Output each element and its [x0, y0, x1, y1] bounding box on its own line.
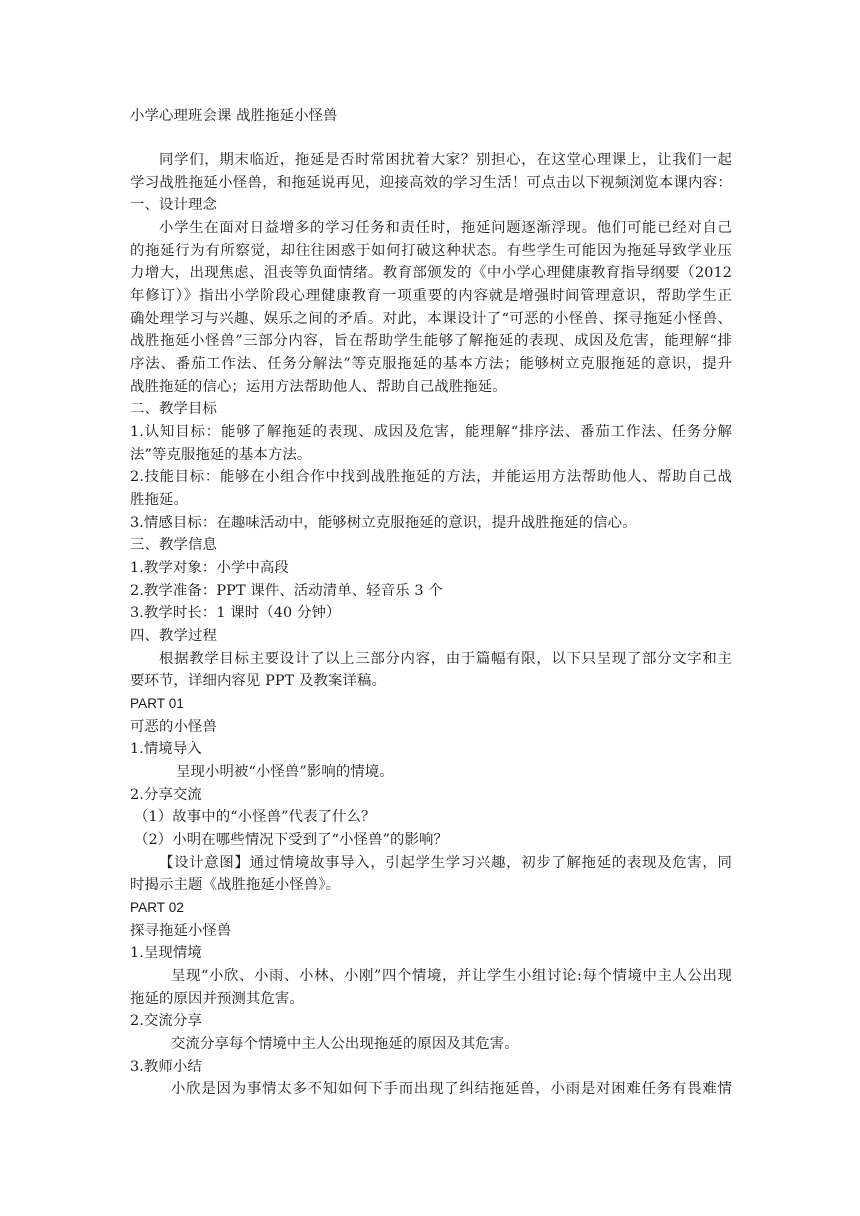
- step-heading: 2.分享交流: [130, 787, 202, 803]
- design-intent: 时揭示主题《战胜拖延小怪兽》。: [130, 877, 341, 893]
- paragraph-line: 序法、番茄工作法、任务分解法”等克服拖延的基本方法；能够树立克服拖延的意识，提升: [130, 356, 732, 372]
- list-item: 法”等克服拖延的基本方法。: [130, 447, 312, 463]
- list-item: 2.教学准备：PPT 课件、活动清单、轻音乐 3 个: [130, 583, 443, 599]
- step-content: 呈现小明被“小怪兽”影响的情境。: [176, 764, 394, 780]
- list-item: 1.教学对象：小学中高段: [130, 560, 289, 576]
- section-heading: 一、设计理念: [130, 197, 217, 213]
- step-heading: 1.情境导入: [130, 741, 202, 757]
- paragraph-line: 力增大，出现焦虑、沮丧等负面情绪。教育部颁发的《中小学心理健康教育指导纲要（2012: [130, 265, 732, 281]
- question-item: （2）小明在哪些情况下受到了“小怪兽”的影响？: [134, 832, 448, 848]
- intro-line: 同学们，期末临近，拖延是否时常困扰着大家？别担心，在这堂心理课上，让我们一起: [159, 152, 732, 168]
- section-heading: 三、教学信息: [130, 537, 217, 553]
- section-heading: 四、教学过程: [130, 628, 217, 644]
- part-title: 可恶的小怪兽: [130, 719, 217, 735]
- paragraph-line: 小学生在面对日益增多的学习任务和责任时，拖延问题逐渐浮现。他们可能已经对自己: [159, 220, 732, 236]
- step-heading: 1.呈现情境: [130, 945, 202, 961]
- paragraph-line: 根据教学目标主要设计了以上三部分内容，由于篇幅有限，以下只呈现了部分文字和主: [159, 651, 732, 667]
- document-title: 小学心理班会课 战胜拖延小怪兽: [130, 108, 338, 124]
- intro-line: 学习战胜拖延小怪兽，和拖延说再见，迎接高效的学习生活！可点击以下视频浏览本课内容：: [130, 175, 732, 191]
- step-heading: 3.教师小结: [130, 1059, 202, 1075]
- question-item: （1）故事中的“小怪兽”代表了什么？: [134, 809, 376, 825]
- section-heading: 二、教学目标: [130, 401, 217, 417]
- step-content: 小欣是因为事情太多不知如何下手而出现了纠结拖延兽，小雨是对困难任务有畏难情: [171, 1081, 732, 1097]
- paragraph-line: 战胜拖延的信心；运用方法帮助他人、帮助自己战胜拖延。: [130, 379, 507, 395]
- paragraph-line: 的拖延行为有所察觉，却往往困惑于如何打破这种状态。有些学生可能因为拖延导致学业压: [130, 243, 732, 259]
- design-intent: 【设计意图】通过情境故事导入，引起学生学习兴趣，初步了解拖延的表现及危害，同: [159, 855, 732, 871]
- step-heading: 2.交流分享: [130, 1013, 202, 1029]
- step-content: 拖延的原因并预测其危害。: [130, 991, 304, 1007]
- list-item: 2.技能目标：能够在小组合作中找到战胜拖延的方法，并能运用方法帮助他人、帮助自己战: [130, 469, 732, 485]
- part-title: 探寻拖延小怪兽: [130, 923, 232, 939]
- paragraph-line: 确处理学习与兴趣、娱乐之间的矛盾。对此，本课设计了“可恶的小怪兽、探寻拖延小怪兽、: [130, 311, 732, 327]
- list-item: 胜拖延。: [130, 492, 188, 508]
- part-label: PART 01: [130, 696, 184, 711]
- step-content: 呈现“小欣、小雨、小林、小刚”四个情境，并让学生小组讨论:每个情境中主人公出现: [171, 968, 732, 984]
- list-item: 3.情感目标：在趣味活动中，能够树立克服拖延的意识，提升战胜拖延的信心。: [130, 515, 637, 531]
- paragraph-line: 要环节，详细内容见 PPT 及教案详稿。: [130, 673, 386, 689]
- paragraph-line: 年修订）》指出小学阶段心理健康教育一项重要的内容就是增强时间管理意识，帮助学生正: [130, 288, 732, 304]
- list-item: 3.教学时长：1 课时（40 分钟）: [130, 605, 341, 621]
- step-content: 交流分享每个情境中主人公出现拖延的原因及其危害。: [171, 1036, 519, 1052]
- part-label: PART 02: [130, 900, 184, 915]
- list-item: 1.认知目标：能够了解拖延的表现、成因及危害，能理解“排序法、番茄工作法、任务分解: [130, 424, 732, 440]
- paragraph-line: 战胜拖延小怪兽”三部分内容，旨在帮助学生能够了解拖延的表现、成因及危害，能理解“排: [130, 333, 732, 349]
